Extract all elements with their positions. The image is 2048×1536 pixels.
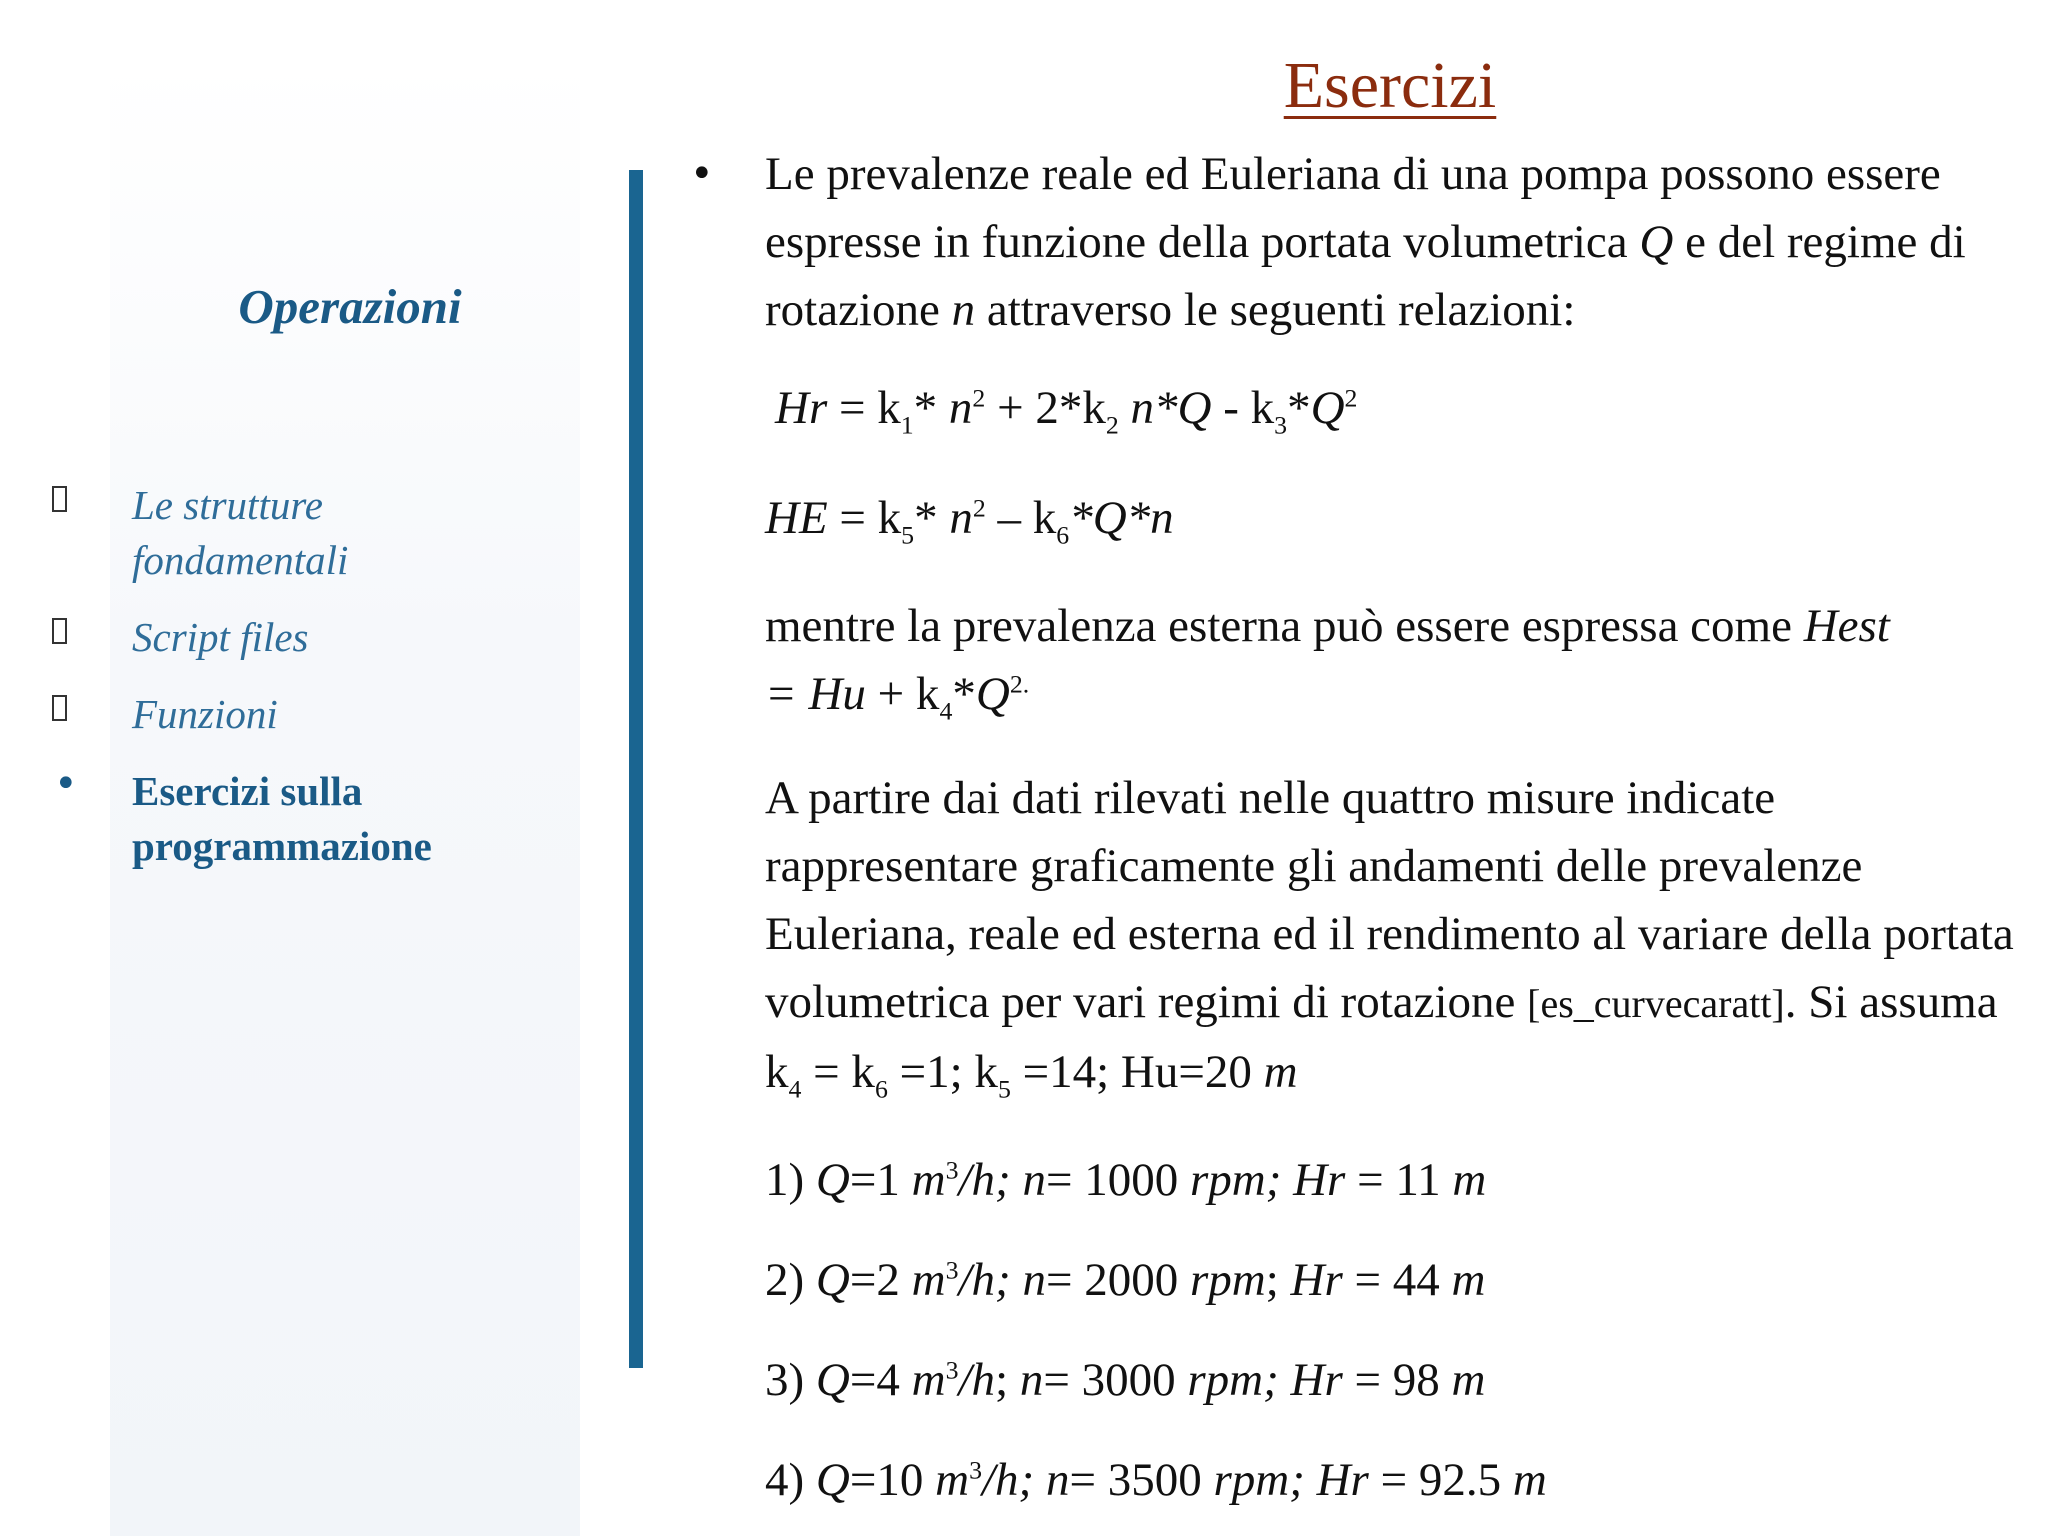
page-title: Esercizi	[1283, 49, 1497, 122]
hest-paragraph: mentre la prevalenza esterna può essere espressa come Hest = $Hu + k_4*Q^{2.}$	[765, 600, 1890, 726]
nav-item-esercizi-active[interactable]	[52, 761, 572, 874]
square-bullet-icon	[52, 695, 67, 721]
nav-item-label: Le strutture fondamentali	[132, 482, 349, 583]
square-bullet-icon	[52, 486, 67, 512]
nav-item-funzioni[interactable]	[52, 687, 572, 742]
bullet-dot-icon: •	[690, 151, 714, 197]
measure-1: 1) Q=1 $m^3/h$; n= 1000 rpm; Hr = 11 m	[765, 1154, 1487, 1206]
square-bullet-icon	[52, 618, 67, 644]
nav-item-script-files[interactable]	[52, 610, 572, 665]
bullet-dot-icon: •	[54, 761, 78, 807]
nav-item-label: Funzioni	[132, 691, 278, 737]
sidebar-nav	[52, 478, 572, 896]
nav-item-label: Esercizi sulla programmazione	[132, 768, 432, 869]
measure-4: 4) Q=10 $m^3/h$; n= 3500 rpm; Hr = 92.5 m	[765, 1454, 1547, 1506]
measure-2: 2) Q=2 $m^3/h$; n= 2000 rpm; Hr = 44 m	[765, 1254, 1486, 1306]
formula-hr: $Hr = k_1*$ $n^2 + 2*k_2$ $n*Q - k_3*Q^2$	[775, 382, 1358, 440]
measure-3: 3) Q=4 $m^3/h$; n= 3000 rpm; Hr = 98 m	[765, 1354, 1486, 1406]
task-paragraph: A partire dai dati rilevati nelle quattro misure indicate rappresentare graficamente gli andamenti delle prevalenze Euleriana, reale ed esterna ed il rendimento al variare della portata volumetrica per vari regimi di rotazione [es_curvecaratt]. Si assuma $k_4 = k_6 =1$; $k_5 =14$; Hu=20 m	[765, 772, 2014, 1104]
intro-paragraph: Le prevalenze reale ed Euleriana di una pompa possono essere espresse in funzione della portata volumetrica Q e del regime di rotazione n attraverso le seguenti relazioni:	[765, 148, 1966, 336]
main-content	[690, 140, 2035, 1514]
nav-item-strutture[interactable]	[52, 478, 572, 588]
nav-item-label: Script files	[132, 614, 309, 660]
formula-he: HE = $k_5*$ $n^2 - k_6*Q*n$	[765, 492, 1174, 550]
section-title: Operazioni	[238, 279, 462, 334]
vertical-divider-bar	[629, 170, 643, 1368]
